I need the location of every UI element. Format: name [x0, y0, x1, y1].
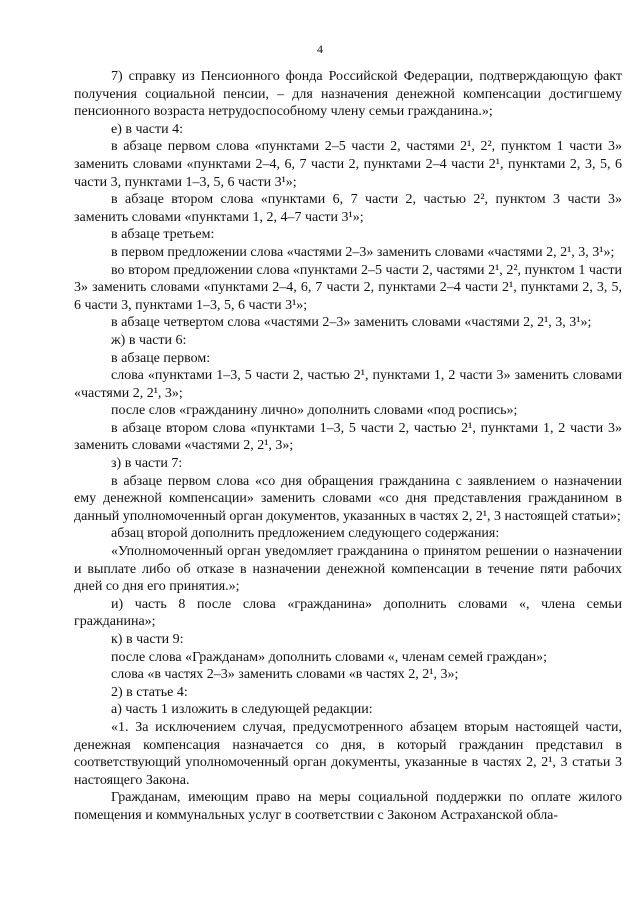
paragraph: в абзаце первом слова «пунктами 2–5 части 2, частями 2¹, 2², пунктом 1 части 3» заменить словами «пунктами 2–4, 6, 7 части 2, пунктами 2–4 части 2¹, пунктами 2, 3, 5, 6 части 3, пунктами 1–3, 5, 6 части 3¹»; [74, 139, 622, 190]
paragraph: и) часть 8 после слова «гражданина» дополнить словами «, члена семьи гражданина»; [74, 596, 622, 630]
paragraph: з) в части 7: [111, 456, 183, 472]
paragraph: 7) справку из Пенсионного фонда Российской Федерации, подтверждающую факт получения социальной пенсии, – для назначения денежной компенсации достигшему пенсионного возраста нетрудоспособному члену семьи гражданина.»; [74, 69, 622, 120]
paragraph: е) в части 4: [111, 121, 183, 137]
paragraph: в абзаце первом: [111, 350, 211, 366]
paragraph: в абзаце втором слова «пунктами 1–3, 5 части 2, частью 2¹, пунктами 1, 2 части 3» заменить словами «частями 2, 2¹, 3»; [74, 420, 622, 454]
paragraph: в абзаце первом слова «со дня обращения гражданина с заявлением о назначении ему денежной компенсации» заменить словами «со дня представления гражданином в данный уполномоченный орган документов, указанных в частях 2, 2¹, 3 настоящей статьи»; [74, 473, 622, 524]
paragraph: абзац второй дополнить предложением следующего содержания: [111, 526, 500, 542]
paragraph: «Уполномоченный орган уведомляет гражданина о принятом решении о назначении и выплате либо об отказе в назначении денежной компенсации в течение пяти рабочих дней со дня его принятия.»; [74, 544, 622, 595]
document-body [74, 68, 622, 825]
paragraph: а) часть 1 изложить в следующей редакции: [111, 702, 373, 718]
paragraph: слова «пунктами 1–3, 5 части 2, частью 2¹, пунктами 1, 2 части 3» заменить словами «частями 2, 2¹, 3»; [74, 368, 622, 401]
paragraph: в абзаце четвертом слова «частями 2–3» заменить словами «частями 2, 2¹, 3, 3¹»; [111, 315, 592, 331]
paragraph: после слова «Гражданам» дополнить словами «, членам семей граждан»; [111, 649, 548, 665]
paragraph: во втором предложении слова «пунктами 2–5 части 2, частями 2¹, 2², пунктом 1 части 3» заменить словами «пунктами 2–4, 6, 7 части 2, пунктами 2–4 части 2¹, пунктами 2, 3, 5, 6 части 3, пунктами 1–3, 5, 6 части 3¹»; [74, 262, 622, 313]
paragraph: слова «в частях 2–3» заменить словами «в частях 2, 2¹, 3»; [111, 667, 459, 683]
page-number: 4 [317, 42, 323, 56]
paragraph: ж) в части 6: [111, 332, 187, 348]
paragraph: 2) в статье 4: [111, 684, 188, 700]
paragraph: после слов «гражданину лично» дополнить словами «под роспись»; [111, 403, 518, 419]
paragraph: в абзаце третьем: [111, 227, 215, 243]
paragraph: Гражданам, имеющим право на меры социальной поддержки по оплате жилого помещения и коммунальных услуг в соответствии с Законом Астраханской обла- [74, 790, 622, 823]
paragraph: в первом предложении слова «частями 2–3» заменить словами «частями 2, 2¹, 3, 3¹»; [111, 244, 615, 260]
paragraph: к) в части 9: [111, 632, 184, 647]
paragraph: в абзаце втором слова «пунктами 6, 7 части 2, частью 2², пунктом 3 части 3» заменить словами «пунктами 1, 2, 4–7 части 3¹»; [74, 192, 622, 225]
paragraph: «1. За исключением случая, предусмотренного абзацем вторым настоящей части, денежная компенсация назначается со дня, в который гражданин представил в соответствующий уполномоченный орган документы, указанные в частях 2, 2¹, 3 статьи 3 настоящего Закона. [74, 719, 622, 788]
